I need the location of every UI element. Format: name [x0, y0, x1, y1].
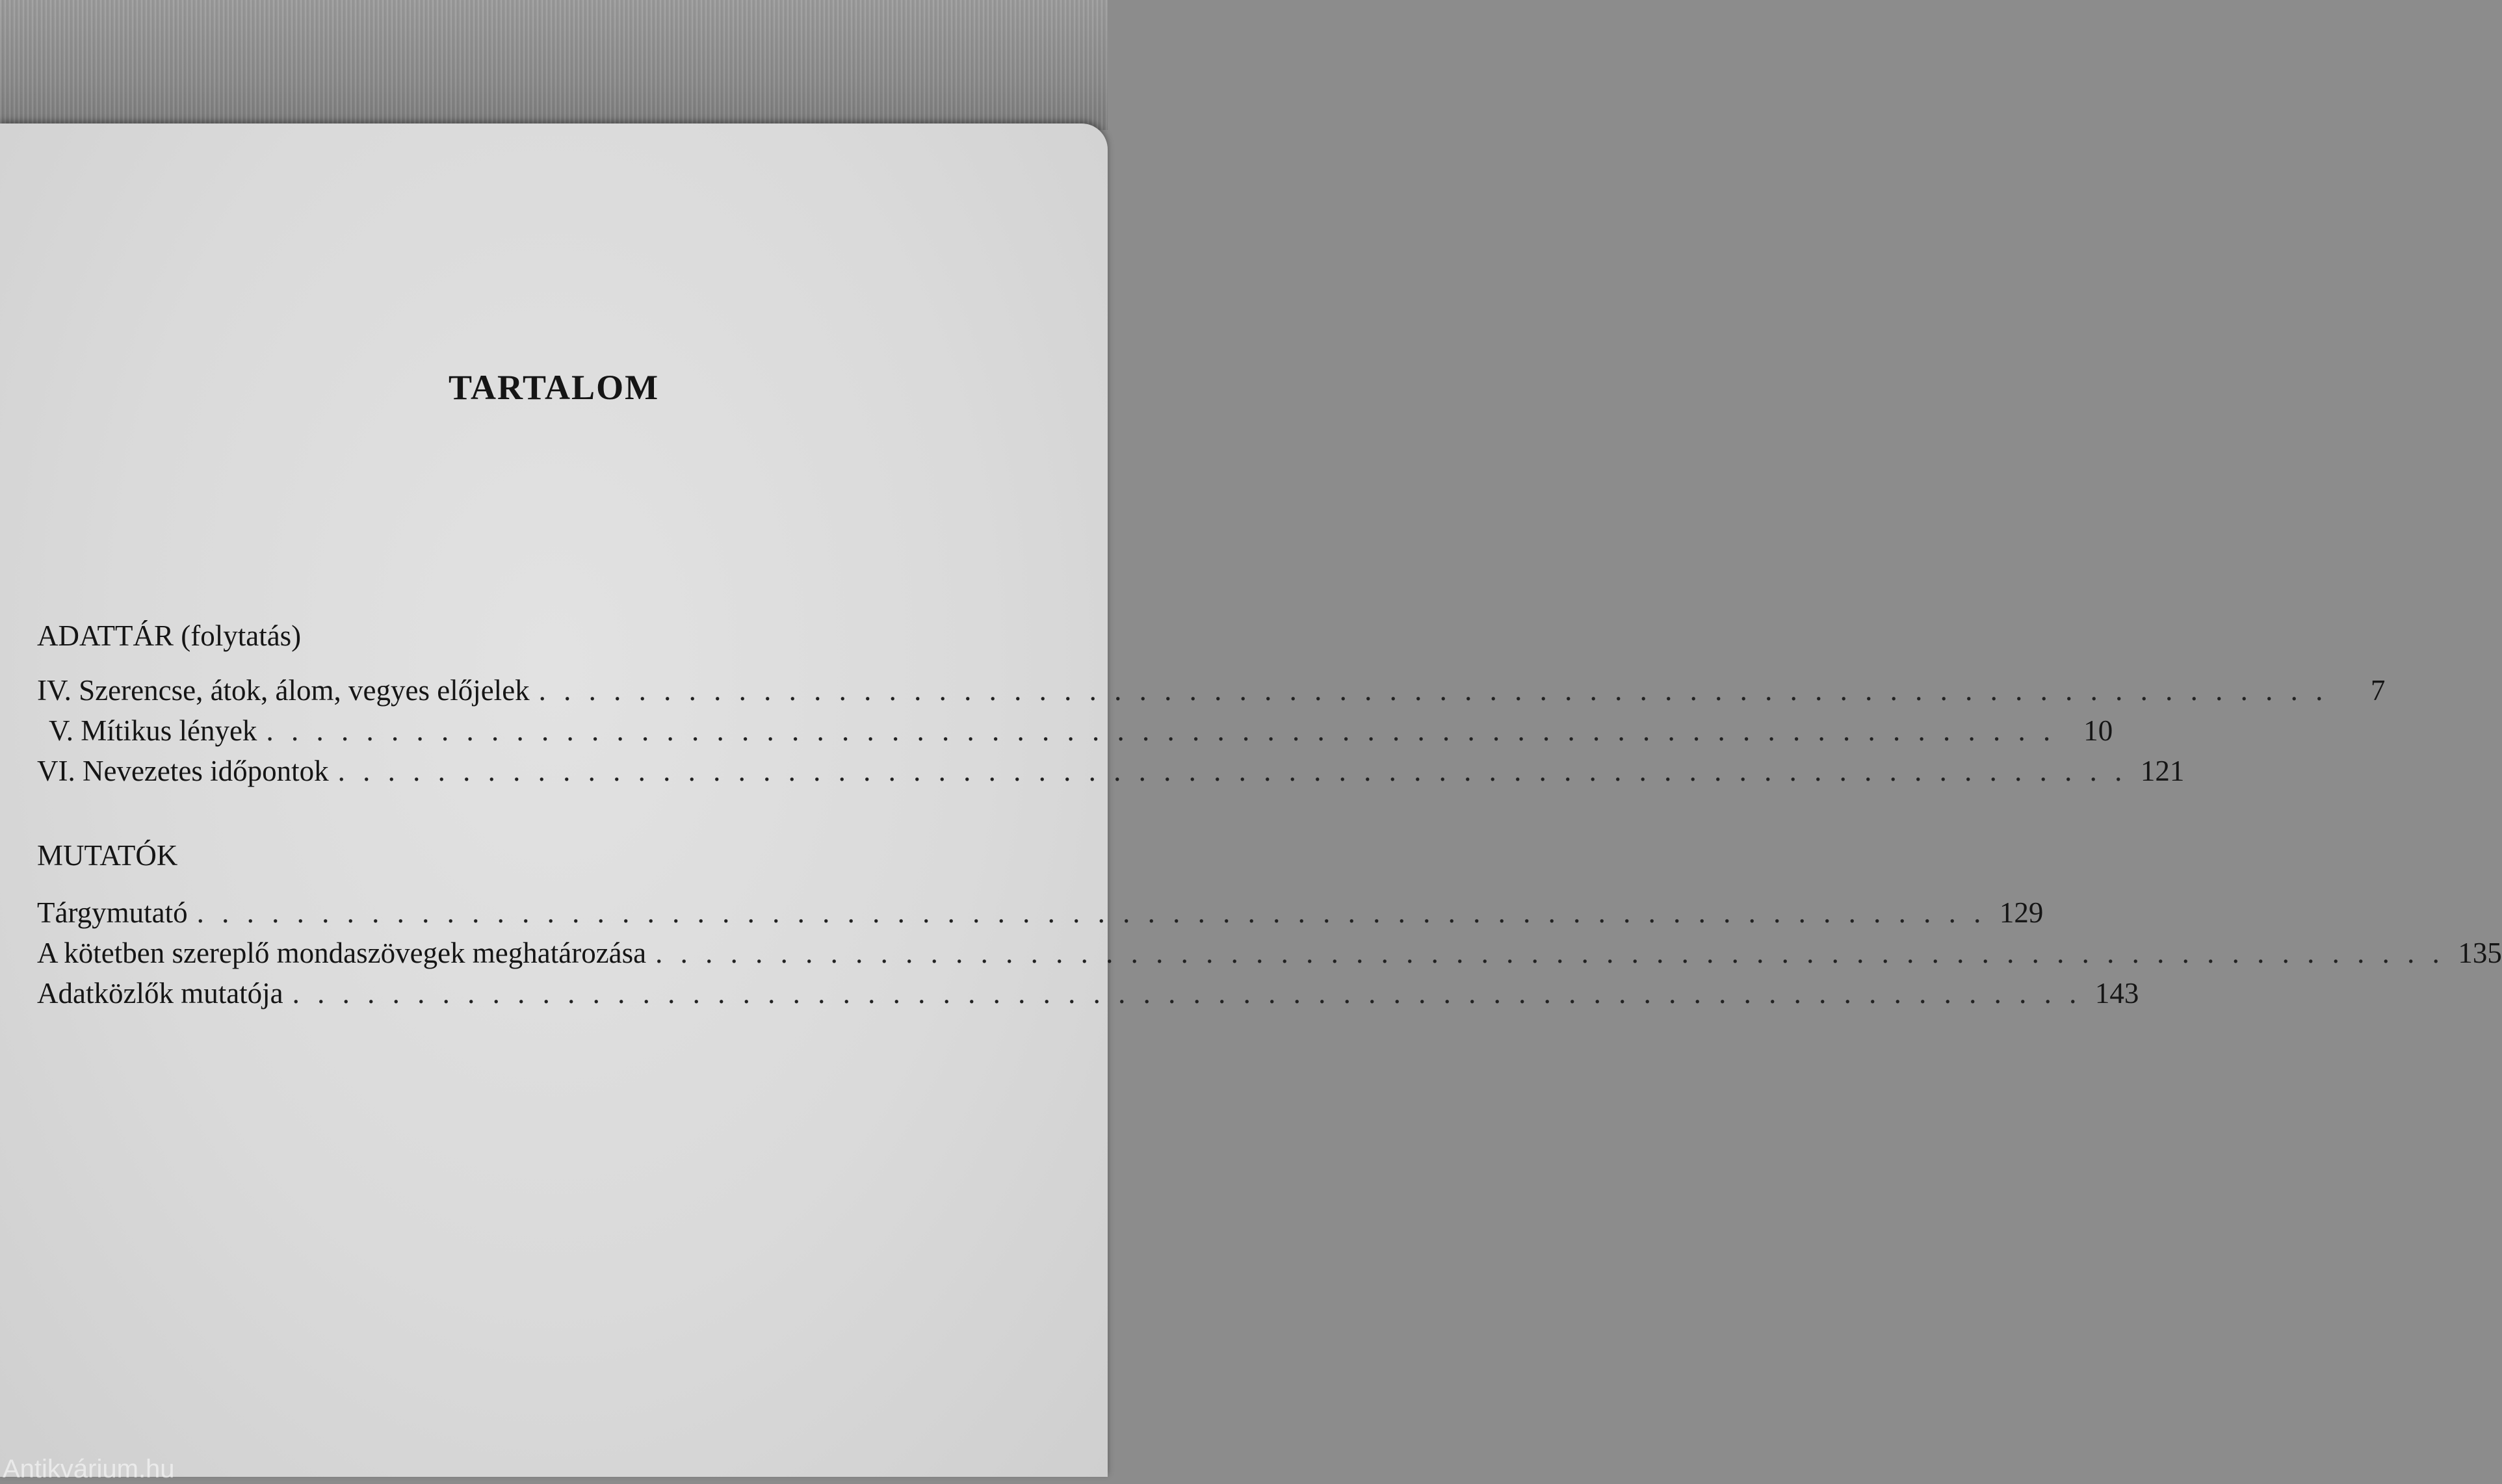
toc-leader-dots: . . . . . . . . . . . . . . . . . . . . . . . . . . . . . . . . . . . . . . . . . . . . . . . . . . . . . . . . . . . . . . . . . . . . . . . . [655, 937, 2445, 969]
toc-entry-label: Tárgymutató [37, 896, 188, 929]
toc-page-number: 121 [2140, 755, 2185, 787]
toc-leader-dots: . . . . . . . . . . . . . . . . . . . . . . . . . . . . . . . . . . . . . . . . . . . . . . . . . . . . . . . . . . . . . . . . . . . . . . . . [196, 896, 1987, 929]
toc-leader-dots: . . . . . . . . . . . . . . . . . . . . . . . . . . . . . . . . . . . . . . . . . . . . . . . . . . . . . . . . . . . . . . . . . . . . . . . . [292, 977, 2082, 1009]
toc-page-number: 143 [2094, 977, 2139, 1009]
book-page [0, 124, 1108, 1477]
section-heading-adattar: ADATTÁR (folytatás) [37, 619, 302, 652]
toc-entry [37, 976, 2139, 1017]
toc-entry-label: VI. Nevezetes időpontok [37, 755, 329, 787]
toc-entry [37, 896, 2044, 936]
toc-entry-label: A kötetben szereplő mondaszövegek meghatározása [37, 937, 647, 969]
toc-entry-label: IV. Szerencse, átok, álom, vegyes előjelek [37, 674, 530, 707]
watermark: Antikvárium.hu [3, 1455, 175, 1483]
toc-leader-dots: . . . . . . . . . . . . . . . . . . . . . . . . . . . . . . . . . . . . . . . . . . . . . . . . . . . . . . . . . . . . . . . . . . . . . . . . [266, 714, 2056, 747]
section-heading-mutatok: MUTATÓK [37, 839, 178, 872]
background-surface [0, 0, 1108, 130]
toc-entry-label: V. Mítikus lények [49, 714, 257, 747]
toc-page-number: 129 [1999, 896, 2044, 929]
toc-leader-dots: . . . . . . . . . . . . . . . . . . . . . . . . . . . . . . . . . . . . . . . . . . . . . . . . . . . . . . . . . . . . . . . . . . . . . . . . [337, 755, 2128, 787]
toc-entry [37, 936, 2502, 976]
toc-entry-label: Adatközlők mutatója [37, 977, 283, 1009]
toc-entry [37, 754, 2185, 794]
toc-page-number: 135 [2458, 937, 2502, 969]
page-title: TARTALOM [448, 368, 660, 407]
toc-page-number: 7 [2370, 674, 2386, 707]
toc-entry [37, 673, 2386, 714]
toc-page-number: 10 [2083, 714, 2113, 747]
toc-entry [37, 714, 2113, 754]
toc-leader-dots: . . . . . . . . . . . . . . . . . . . . . . . . . . . . . . . . . . . . . . . . . . . . . . . . . . . . . . . . . . . . . . . . . . . . . . . . [538, 674, 2328, 707]
